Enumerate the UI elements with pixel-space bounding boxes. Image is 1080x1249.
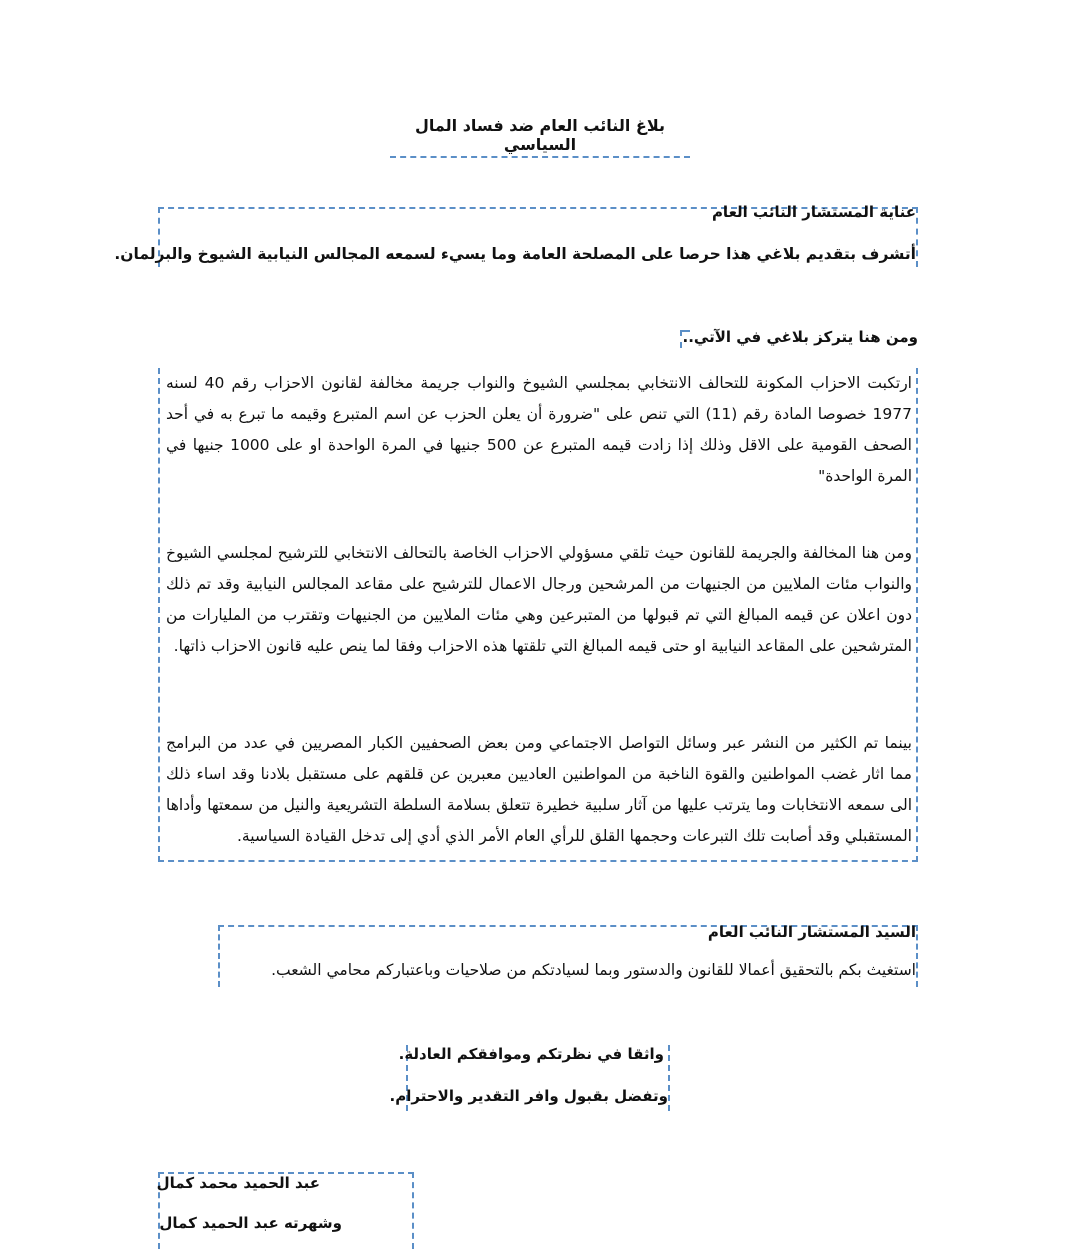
salutation-frame (114, 203, 918, 267)
signature-name: عبد الحميد محمد كمال (156, 1174, 320, 1192)
closing-frame (389, 1045, 670, 1111)
request-heading: السيد المستشار النائب العام (707, 923, 916, 941)
document-title: بلاغ النائب العام ضد فساد المال السياسي (390, 116, 690, 158)
focus-frame (680, 326, 918, 350)
focus-line: ومن هنا يتركز بلاغي في الآتي.. (682, 328, 918, 346)
closing-line-1: واثقا في نظرتكم وموافقكم العادلة. (398, 1045, 664, 1063)
paragraph-3: بينما تم الكثير من النشر عبر وسائل التواصل الاجتماعي ومن بعض الصحفيين الكبار المصريين في عدد من البرامج مما اثار غضب المواطنين والقوة الناخبة من المواطنين العاديين معبرين عن قلقهم على مستقبل بلادنا وقد اساء ذلك الى سمعه الانتخابات وما يترتب عليها من آثار سلبية خطيرة تتعلق بسلامة السلطة التشريعية والنيل من سمعتها وأداها المستقبلي وقد أصابت تلك التبرعات وحجمها القلق للرأي العام الأمر الذي أدي إلى تدخل القيادة السياسية. (166, 734, 912, 845)
request-line: استغيث بكم بالتحقيق أعمالا للقانون والدستور وبما لسيادتكم من صلاحيات وباعتباركم محامي الشعب. (271, 961, 916, 979)
focus-frame-corner (680, 330, 690, 348)
paragraph-2: ومن هنا المخالفة والجريمة للقانون حيث تلقي مسؤولي الاحزاب الخاصة بالتحالف الانتخابي للترشيح لمجلسي الشيوخ والنواب مئات الملايين من الجنيهات من المرشحين ورجال الاعمال للترشيح على مقاعد المجالس النيابية وقد تم ذلك دون اعلان عن قيمه المبالغ التي تم قبولها من المتبرعين وهي مئات الملايين من الجنيهات وتقترب من المليارات من المترشحين على المقاعد النيابية او حتى قيمه المبالغ التي تلقتها هذه الاحزاب وفقا لما ينص عليه قانون الاحزاب ذاتها. (166, 544, 912, 655)
salutation-heading: عناية المستشار النائب العام (711, 203, 916, 221)
closing-line-2: وتفضل بقبول وافر التقدير والاحترام. (389, 1087, 668, 1105)
signature-alias: وشهرته عبد الحميد كمال (159, 1214, 342, 1232)
intro-line: أتشرف بتقديم بلاغي هذا حرصا على المصلحة العامة وما يسيء لسمعه المجالس النيابية الشيوخ والبرلمان. (114, 245, 916, 263)
main-text-frame (158, 368, 918, 862)
request-frame (218, 925, 918, 987)
signature-frame (158, 1172, 414, 1249)
paragraph-1: ارتكبت الاحزاب المكونة للتحالف الانتخابي بمجلسي الشيوخ والنواب جريمة مخالفة لقانون الاحزاب رقم 40 لسنه 1977 خصوصا المادة رقم (11) التي تنص على "ضرورة أن يعلن الحزب عن اسم المتبرع وقيمه ما تبرع به في أحد الصحف القومية على الاقل وذلك إذا زادت قيمه المتبرع عن 500 جنيها في المرة الواحدة او على 1000 جنيها في المرة الواحدة" (166, 374, 912, 485)
